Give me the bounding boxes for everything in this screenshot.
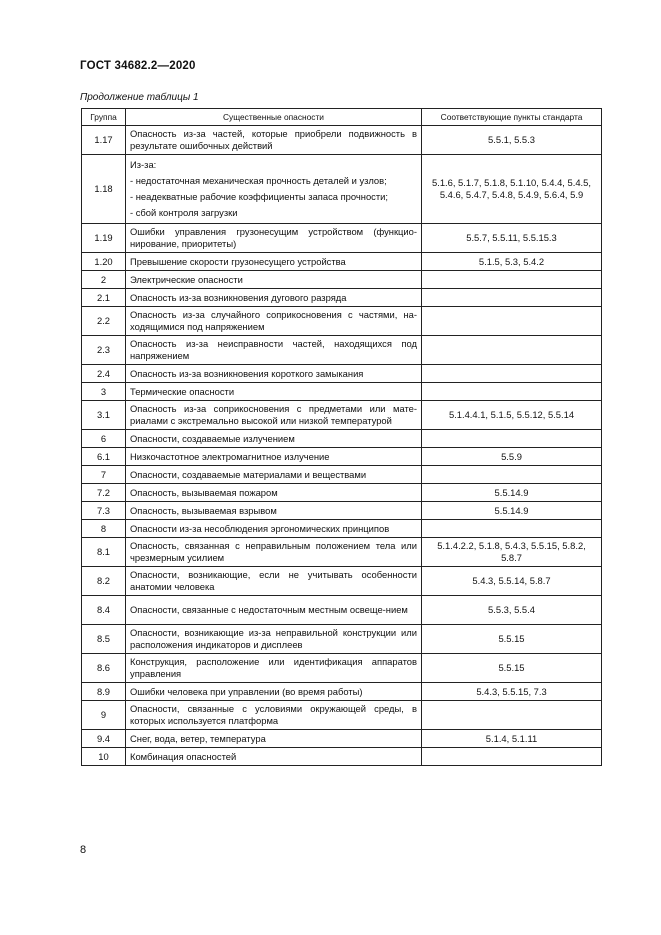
- clauses-cell: [422, 289, 602, 307]
- hazard-line: Из-за:: [130, 159, 157, 170]
- hazard-cell: Опасности, связанные с недостаточным местным освеще-нием: [126, 596, 422, 625]
- clauses-cell: 5.5.7, 5.5.11, 5.5.15.3: [422, 224, 602, 253]
- table-row: [82, 701, 602, 730]
- table-row: [82, 654, 602, 683]
- table-row: [82, 502, 602, 520]
- group-cell: 2: [82, 271, 126, 289]
- table-row: [82, 253, 602, 271]
- table-row: [82, 484, 602, 502]
- clauses-cell: 5.5.14.9: [422, 502, 602, 520]
- hazard-cell: Опасности, создаваемые материалами и веществами: [126, 466, 422, 484]
- clauses-cell: 5.1.4, 5.1.11: [422, 730, 602, 748]
- table-row: [82, 730, 602, 748]
- hazard-cell: Опасность, вызываемая взрывом: [126, 502, 422, 520]
- group-cell: 8.5: [82, 625, 126, 654]
- group-cell: 8.6: [82, 654, 126, 683]
- column-header-clauses: Соответствующие пункты стандарта: [422, 109, 602, 126]
- group-cell: 2.4: [82, 365, 126, 383]
- table-row: [82, 126, 602, 155]
- table-row: [82, 401, 602, 430]
- hazard-cell: Опасности, возникающие, если не учитывать особенности анатомии человека: [126, 567, 422, 596]
- table-row: [82, 466, 602, 484]
- hazard-cell: Опасности из-за несоблюдения эргономических принципов: [126, 520, 422, 538]
- table-body: [82, 126, 602, 766]
- table-row: [82, 224, 602, 253]
- column-header-group: Группа: [82, 109, 126, 126]
- table-caption: Продолжение таблицы 1: [80, 92, 199, 103]
- clauses-cell: 5.4.3, 5.5.14, 5.8.7: [422, 567, 602, 596]
- clauses-cell: [422, 430, 602, 448]
- clauses-cell: 5.1.5, 5.3, 5.4.2: [422, 253, 602, 271]
- clauses-cell: [422, 466, 602, 484]
- hazard-cell: Превышение скорости грузонесущего устройства: [126, 253, 422, 271]
- table-row: [82, 155, 602, 224]
- clauses-cell: [422, 307, 602, 336]
- table-row: [82, 625, 602, 654]
- hazard-cell: Опасность из-за неисправности частей, находящихся под напряжением: [126, 336, 422, 365]
- clauses-cell: [422, 520, 602, 538]
- group-cell: 2.1: [82, 289, 126, 307]
- hazard-cell: Опасность из-за частей, которые приобрели подвижность в результате ошибочных действий: [126, 126, 422, 155]
- group-cell: 6: [82, 430, 126, 448]
- clauses-cell: [422, 365, 602, 383]
- hazard-cell: Опасности, создаваемые излучением: [126, 430, 422, 448]
- clauses-cell: 5.5.3, 5.5.4: [422, 596, 602, 625]
- table-row: [82, 365, 602, 383]
- table-row: [82, 683, 602, 701]
- hazard-cell: Опасность, связанная с неправильным положением тела или чрезмерным усилием: [126, 538, 422, 567]
- clauses-cell: 5.4.3, 5.5.15, 7.3: [422, 683, 602, 701]
- table-row: [82, 336, 602, 365]
- hazard-cell: Комбинация опасностей: [126, 748, 422, 766]
- group-cell: 8.1: [82, 538, 126, 567]
- table-row: [82, 748, 602, 766]
- clauses-cell: 5.5.9: [422, 448, 602, 466]
- hazards-table: [81, 108, 602, 766]
- group-cell: 3.1: [82, 401, 126, 430]
- hazard-cell: Конструкция, расположение или идентификация аппаратов управления: [126, 654, 422, 683]
- table-row: [82, 289, 602, 307]
- hazard-cell: Снег, вода, ветер, температура: [126, 730, 422, 748]
- clauses-cell: 5.5.15: [422, 625, 602, 654]
- group-cell: 1.17: [82, 126, 126, 155]
- hazard-cell: [126, 155, 422, 224]
- group-cell: 8.9: [82, 683, 126, 701]
- clauses-cell: 5.1.6, 5.1.7, 5.1.8, 5.1.10, 5.4.4, 5.4.5, 5.4.6, 5.4.7, 5.4.8, 5.4.9, 5.6.4, 5.9: [422, 155, 602, 224]
- group-cell: 2.3: [82, 336, 126, 365]
- hazard-cell: Опасность из-за возникновения короткого замыкания: [126, 365, 422, 383]
- clauses-cell: [422, 701, 602, 730]
- group-cell: 9: [82, 701, 126, 730]
- table-row: [82, 307, 602, 336]
- document-title: ГОСТ 34682.2—2020: [80, 60, 196, 72]
- clauses-cell: 5.5.14.9: [422, 484, 602, 502]
- hazard-cell: Опасности, связанные с условиями окружающей среды, в которых используется платформа: [126, 701, 422, 730]
- group-cell: 1.20: [82, 253, 126, 271]
- table-row: [82, 567, 602, 596]
- hazard-cell: Опасность из-за возникновения дугового разряда: [126, 289, 422, 307]
- hazard-line: - сбой контроля загрузки: [130, 207, 238, 218]
- clauses-cell: [422, 271, 602, 289]
- table-row: [82, 520, 602, 538]
- group-cell: 10: [82, 748, 126, 766]
- group-cell: 1.18: [82, 155, 126, 224]
- table-row: [82, 538, 602, 567]
- group-cell: 8.4: [82, 596, 126, 625]
- table-header-row: [82, 109, 602, 126]
- hazard-cell: Ошибки человека при управлении (во время работы): [126, 683, 422, 701]
- group-cell: 6.1: [82, 448, 126, 466]
- clauses-cell: [422, 748, 602, 766]
- clauses-cell: 5.1.4.4.1, 5.1.5, 5.5.12, 5.5.14: [422, 401, 602, 430]
- clauses-cell: 5.5.1, 5.5.3: [422, 126, 602, 155]
- column-header-hazards: Существенные опасности: [126, 109, 422, 126]
- hazard-cell: Низкочастотное электромагнитное излучение: [126, 448, 422, 466]
- group-cell: 7.2: [82, 484, 126, 502]
- hazard-line: - неадекватные рабочие коэффициенты запаса прочности;: [130, 191, 388, 202]
- page-number: 8: [80, 844, 87, 856]
- table-row: [82, 596, 602, 625]
- group-cell: 1.19: [82, 224, 126, 253]
- table-row: [82, 430, 602, 448]
- clauses-cell: [422, 336, 602, 365]
- table-row: [82, 271, 602, 289]
- group-cell: 7.3: [82, 502, 126, 520]
- hazard-cell: Опасность из-за соприкосновения с предметами или мате-риалами с экстремально высокой или низкой температурой: [126, 401, 422, 430]
- hazard-line: - недостаточная механическая прочность деталей и узлов;: [130, 175, 387, 186]
- hazard-cell: Опасности, возникающие из-за неправильной конструкции или расположения индикаторов и дисплеев: [126, 625, 422, 654]
- hazard-cell: Термические опасности: [126, 383, 422, 401]
- group-cell: 2.2: [82, 307, 126, 336]
- group-cell: 7: [82, 466, 126, 484]
- table-row: [82, 383, 602, 401]
- group-cell: 3: [82, 383, 126, 401]
- group-cell: 8.2: [82, 567, 126, 596]
- group-cell: 9.4: [82, 730, 126, 748]
- hazard-cell: Опасность из-за случайного соприкосновения с частями, на-ходящимися под напряжением: [126, 307, 422, 336]
- clauses-cell: [422, 383, 602, 401]
- clauses-cell: 5.5.15: [422, 654, 602, 683]
- hazard-cell: Электрические опасности: [126, 271, 422, 289]
- hazard-cell: Опасность, вызываемая пожаром: [126, 484, 422, 502]
- hazard-cell: Ошибки управления грузонесущим устройством (функцио-нирование, приоритеты): [126, 224, 422, 253]
- group-cell: 8: [82, 520, 126, 538]
- clauses-cell: 5.1.4.2.2, 5.1.8, 5.4.3, 5.5.15, 5.8.2, 5.8.7: [422, 538, 602, 567]
- table-row: [82, 448, 602, 466]
